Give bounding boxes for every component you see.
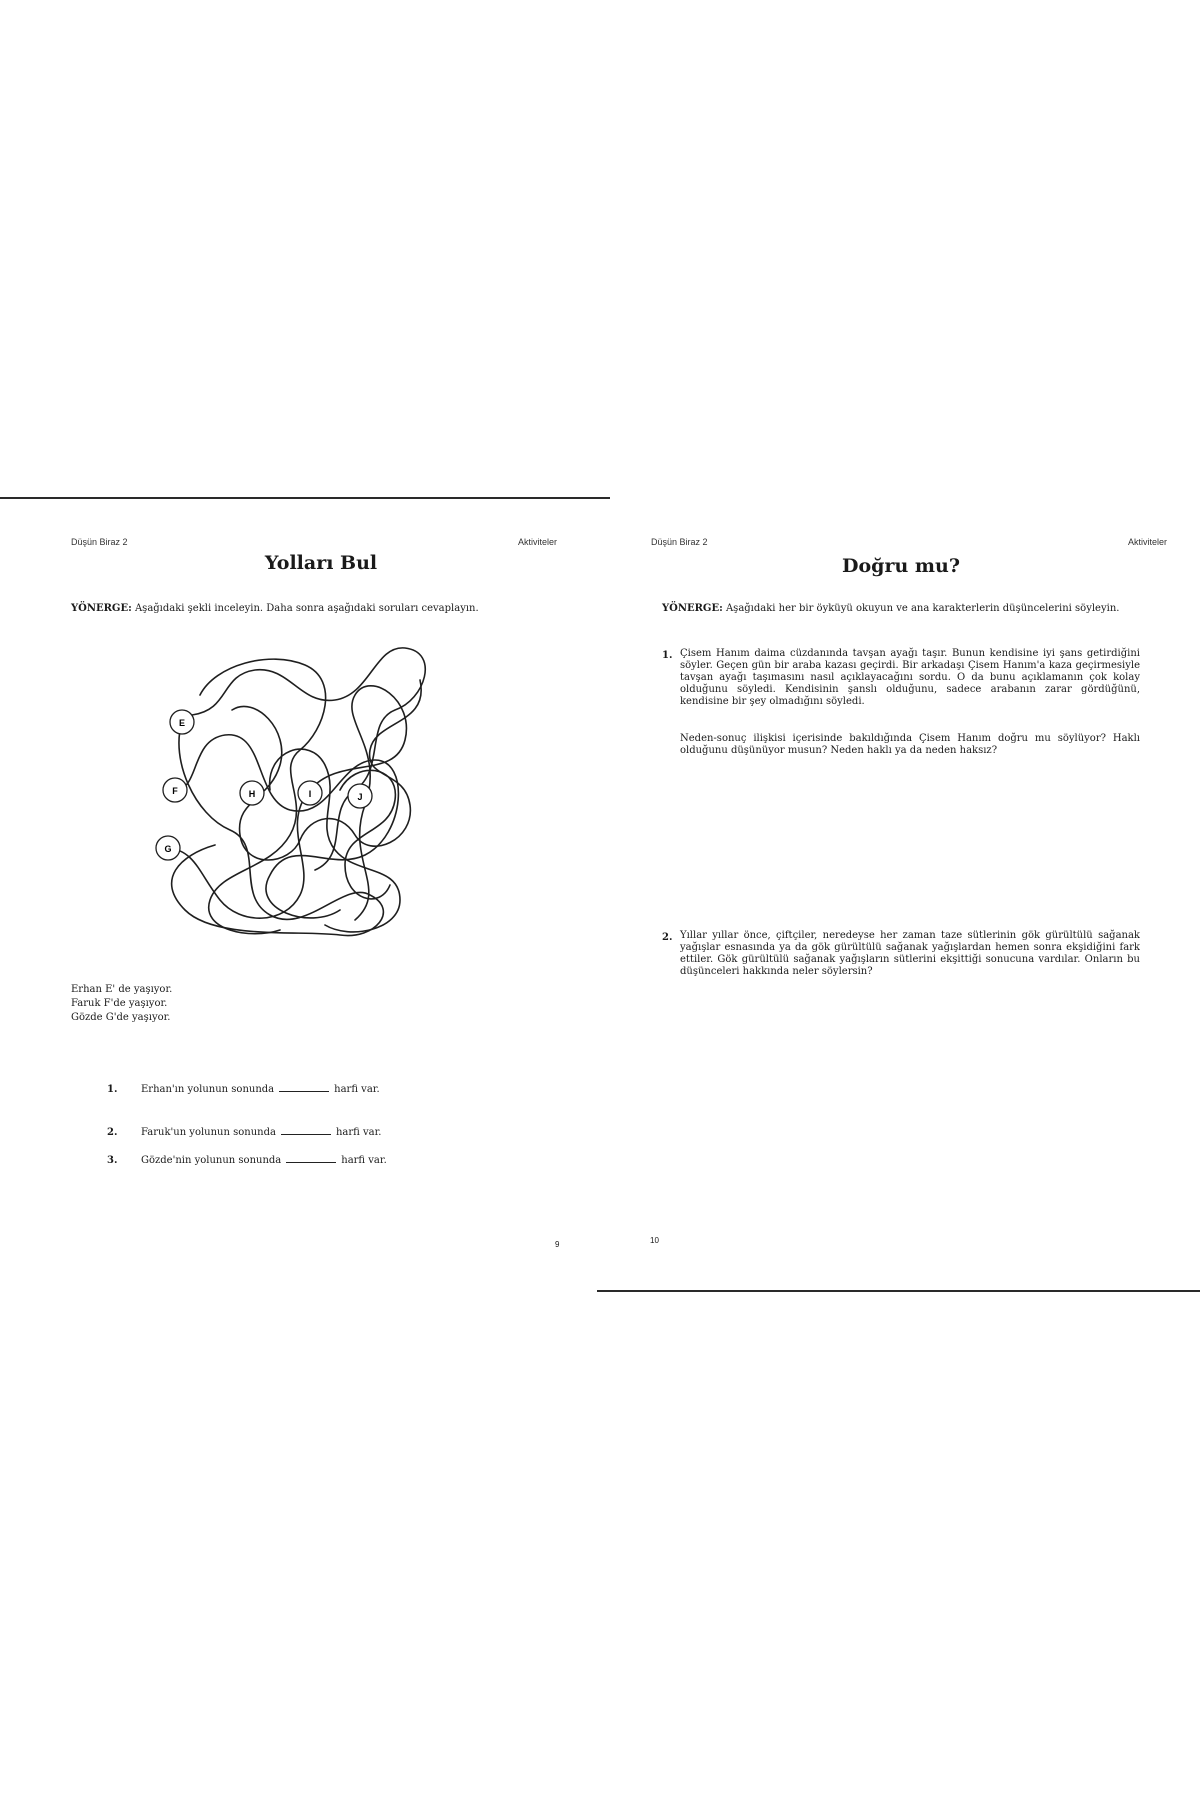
question-number: 1. <box>107 1084 118 1095</box>
story-1-question: Neden-sonuç ilişkisi içerisinde bakıldığında Çisem Hanım doğru mu söylüyor? Haklı olduğunu düşünüyor musun? Neden haklı ya da neden haksız? <box>680 733 1140 756</box>
question-text: Erhan'ın yolunun sonunda <box>141 1084 275 1095</box>
question-suffix: harfi var. <box>334 1084 380 1095</box>
left-page-number: 9 <box>555 1240 560 1249</box>
answer-blank[interactable] <box>279 1081 329 1092</box>
maze-figure <box>140 640 460 960</box>
directive-label: YÖNERGE: <box>662 603 723 614</box>
resident-line: Erhan E' de yaşıyor. <box>71 984 173 995</box>
right-page-title: Doğru mu? <box>842 555 960 577</box>
question-text: Gözde'nin yolunun sonunda <box>141 1155 282 1166</box>
bottom-border-line <box>597 1290 1200 1292</box>
left-page-title: Yolları Bul <box>264 552 378 574</box>
directive-text: Aşağıdaki her bir öyküyü okuyun ve ana karakterlerin düşüncelerini söyleyin. <box>722 603 1120 614</box>
resident-line: Gözde G'de yaşıyor. <box>71 1012 171 1023</box>
directive-text: Aşağıdaki şekli inceleyin. Daha sonra aşağıdaki soruları cevaplayın. <box>131 603 479 614</box>
directive-label: YÖNERGE: <box>71 603 132 614</box>
question-suffix: harfi var. <box>341 1155 387 1166</box>
maze-label-h: H <box>248 789 256 799</box>
right-header-book: Düşün Biraz 2 <box>651 537 708 547</box>
question-3 <box>107 1155 387 1166</box>
maze-label-f: F <box>172 786 178 796</box>
question-text: Faruk'un yolunun sonunda <box>141 1127 276 1138</box>
question-number: 3. <box>107 1155 118 1166</box>
maze-label-j: J <box>357 792 363 802</box>
right-header-section: Aktiviteler <box>1128 537 1168 547</box>
left-directive <box>71 602 591 616</box>
top-border-line <box>0 497 610 499</box>
question-1 <box>107 1084 380 1095</box>
answer-blank[interactable] <box>281 1124 331 1135</box>
right-page-number: 10 <box>650 1236 659 1245</box>
story-1-number: 1. <box>662 650 673 661</box>
question-suffix: harfi var. <box>335 1127 382 1138</box>
left-header-section: Aktiviteler <box>518 537 558 547</box>
answer-blank[interactable] <box>286 1152 336 1163</box>
maze-label-i: I <box>308 789 312 799</box>
resident-line: Faruk F'de yaşıyor. <box>71 998 168 1009</box>
question-number: 2. <box>107 1127 118 1138</box>
residents-list <box>71 983 172 1025</box>
story-2-number: 2. <box>662 932 673 943</box>
left-header-book: Düşün Biraz 2 <box>71 537 128 547</box>
maze-label-e: E <box>178 718 186 728</box>
story-2-text: Yıllar yıllar önce, çiftçiler, neredeyse her zaman taze sütlerinin gök gürültülü sağanak yağışlar esnasında ya da gök gürültülü sağanak yağışlardan hemen sonra ekşidiğini fark ettiler. Gök gürültülü sağanak yağışların sütlerini ekşittiği sonucuna vardılar. Onların bu düşünceleri hakkında neler söylersin? <box>680 930 1140 977</box>
question-2 <box>107 1127 381 1138</box>
story-1-text: Çisem Hanım daima cüzdanında tavşan ayağı taşır. Bunun kendisine iyi şans getirdiğini söyler. Geçen gün bir araba kazası geçirdi. Bir arkadaşı Çisem Hanım'a kaza geçirmesiyle tavşan ayağı taşımasını nasıl açıklayacağını sordu. O da bunu açıklamanın çok kolay olduğunu söyledi. Kendisinin şanslı olduğunu, sadece arabanın zarar gördüğünü, kendisine bir şey olmadığını söyledi. <box>680 648 1140 707</box>
right-directive <box>662 602 1182 616</box>
maze-label-g: G <box>164 844 172 854</box>
